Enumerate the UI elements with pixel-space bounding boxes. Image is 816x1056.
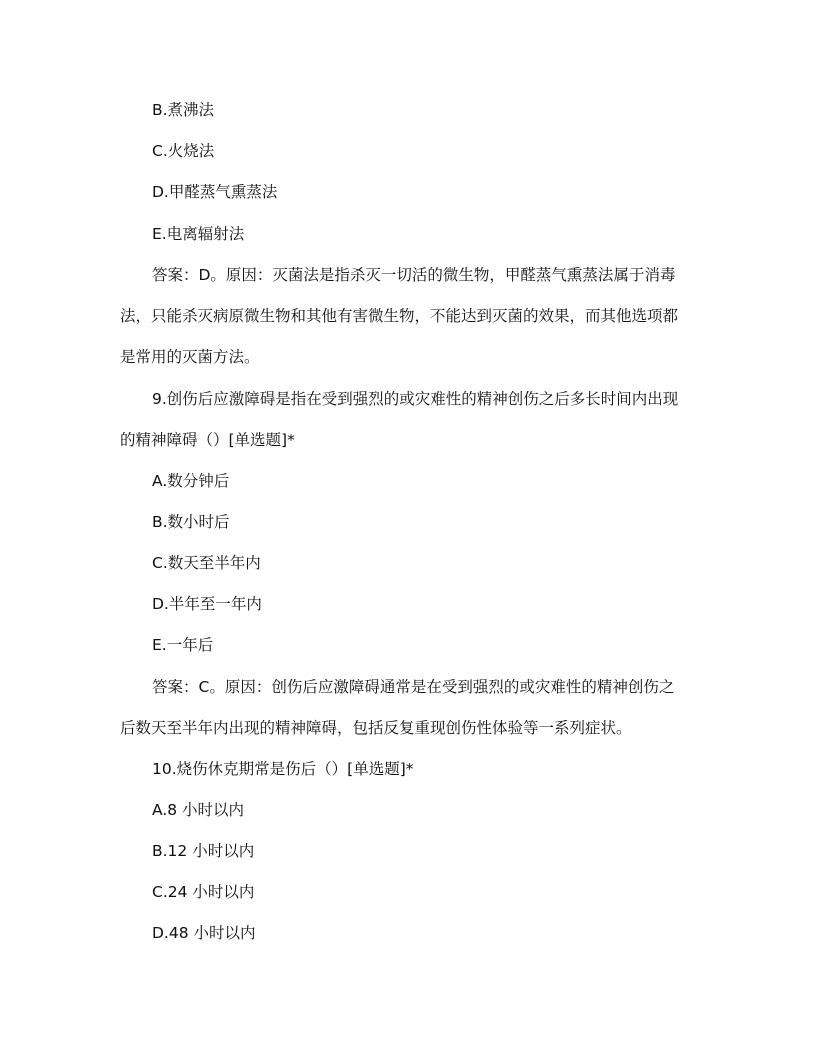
q9-option-c: C.数天至半年内 (152, 554, 261, 572)
q8-option-e: E.电离辐射法 (152, 225, 245, 243)
q10-option-a: A.8 小时以内 (152, 801, 245, 819)
q9-question-line1: 9.创伤后应激障碍是指在受到强烈的或灾难性的精神创伤之后多长时间内出现 (152, 390, 679, 408)
q10-option-c: C.24 小时以内 (152, 883, 255, 901)
q10-option-b: B.12 小时以内 (152, 842, 255, 860)
q8-option-c: C.火烧法 (152, 142, 215, 160)
q8-option-d: D.甲醛蒸气熏蒸法 (152, 183, 278, 201)
q9-option-b: B.数小时后 (152, 513, 230, 531)
q10-question: 10.烧伤休克期常是伤后（）[单选题]* (152, 760, 414, 778)
q8-option-b: B.煮沸法 (152, 101, 215, 119)
q8-answer-line1: 答案：D。原因：灭菌法是指杀灭一切活的微生物，甲醛蒸气熏蒸法属于消毒 (152, 266, 676, 284)
q10-option-d: D.48 小时以内 (152, 924, 256, 942)
q9-option-e: E.一年后 (152, 636, 214, 654)
q8-answer-line2: 法，只能杀灭病原微生物和其他有害微生物，不能达到灭菌的效果，而其他选项都 (120, 307, 679, 325)
q9-question-line2: 的精神障碍（）[单选题]* (120, 431, 295, 449)
q9-answer-line1: 答案：C。原因：创伤后应激障碍通常是在受到强烈的或灾难性的精神创伤之 (152, 678, 675, 696)
q9-option-a: A.数分钟后 (152, 472, 230, 490)
q8-answer-line3: 是常用的灭菌方法。 (120, 348, 260, 366)
q9-option-d: D.半年至一年内 (152, 595, 262, 613)
q9-answer-line2: 后数天至半年内出现的精神障碍，包括反复重现创伤性体验等一系列症状。 (120, 719, 632, 737)
